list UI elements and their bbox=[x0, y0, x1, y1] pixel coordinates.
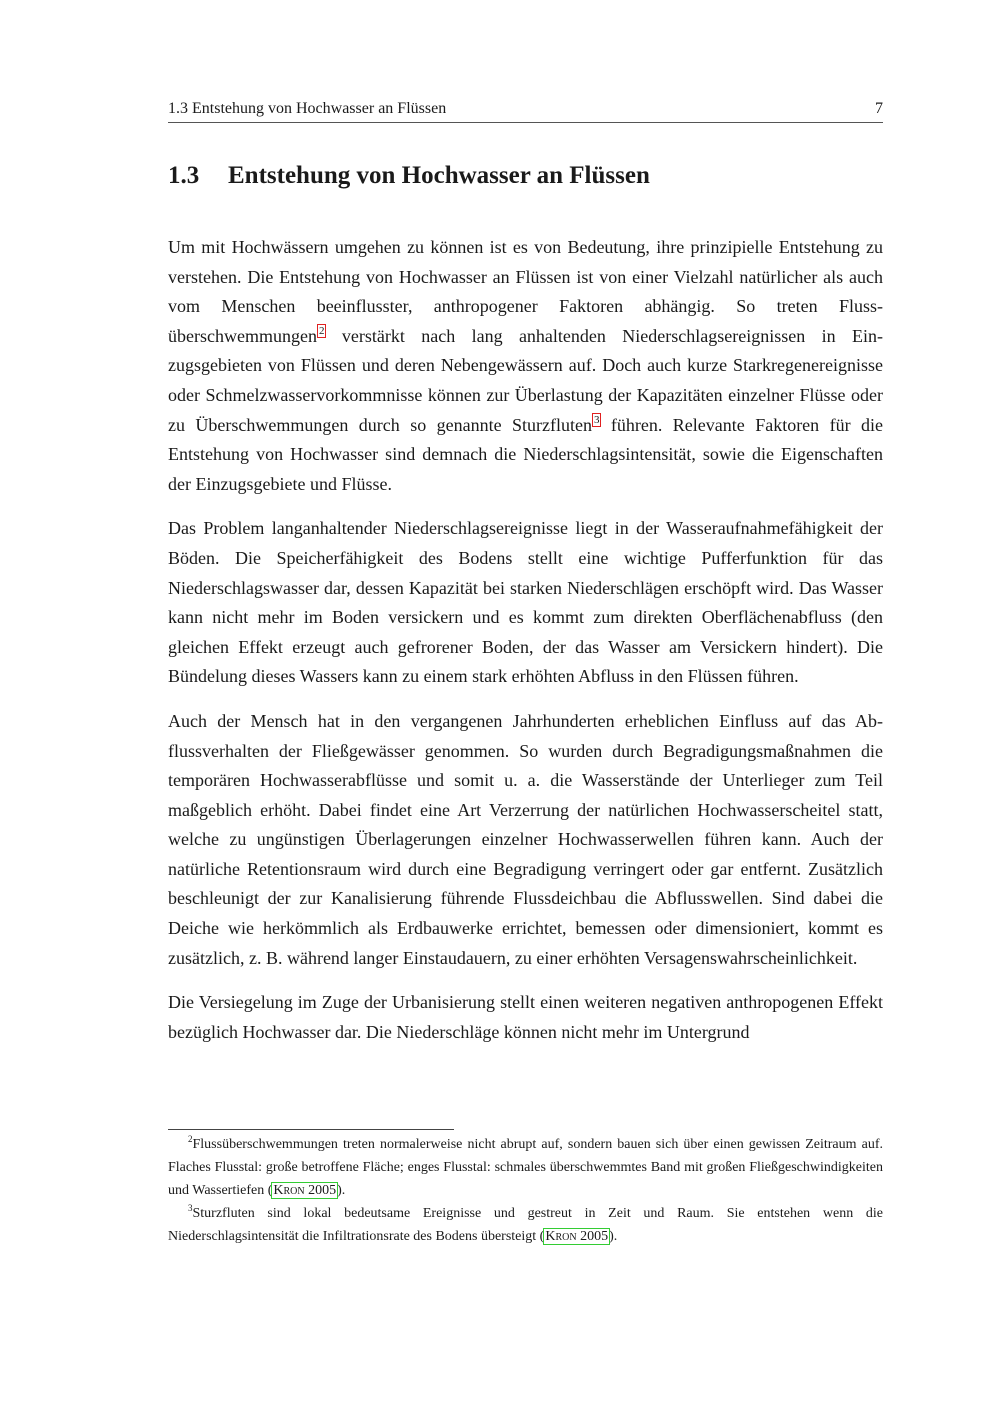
footnote-divider bbox=[168, 1129, 454, 1130]
paragraph-3: Auch der Mensch hat in den vergangenen Jahrhunderten erheblichen Einfluss auf das Abflussverhalten der Fließgewässer genommen. So wurden durch Begradigungsmaßnahmen die temporären Hochwasserabflüsse und somit u. a. die Wasserstände der Unterlieger zum Teil maßgeblich erhöht. Dabei findet eine Art Verzerrung der natürlichen Hochwasserscheitel statt, welche zu ungünstigen Überlagerungen einzelner Hochwasserwellen führen kann. Auch der natürliche Retentionsraum wird durch eine Begradigung verringert oder gar entfernt. Zusätzlich beschleunigt der zur Kanalisierung führende Flussdeichbau die Abflusswellen. Sind dabei die Deiche wie herkömmlich als Erdbauwerke errichtet, bemessen oder dimensioniert, kommt es zusätzlich, z. B. während langer Einstaudauern, zu einer erhöhten Versagenswahrscheinlichkeit. bbox=[168, 710, 883, 968]
footnote-2 bbox=[168, 1133, 883, 1202]
paragraph-4: Die Versiegelung im Zuge der Urbanisierung stellt einen weiteren negativen anthropogenen Effekt bezüglich Hochwasser dar. Die Niederschläge können nicht mehr im Untergrund bbox=[168, 992, 883, 1042]
footnote-3 bbox=[168, 1202, 883, 1248]
paragraph-1-part-a: Um mit Hochwässern umgehen zu können ist es von Bedeutung, ihre prinzipielle Entstehung zu verstehen. Die Entstehung von Hochwasser an Flüssen ist von einer Vielzahl natürlicher als auch vom Menschen beeinflusster, anthropogener Faktoren abhängig. So treten Flussüberschwemmungen bbox=[168, 237, 883, 346]
paragraph-1-part-c: führen. Relevante Faktoren für die Entstehung von Hochwasser sind demnach die Niederschlagsintensität, sowie die Eigenschaften der Einzugsgebiete und Flüsse. bbox=[168, 414, 883, 494]
footnotes bbox=[168, 1133, 883, 1248]
section-heading bbox=[168, 162, 650, 190]
citation-link[interactable] bbox=[272, 1183, 337, 1198]
paragraph-2: Das Problem langanhaltender Niederschlagsereignisse liegt in der Wasseraufnahmefähigkeit der Böden. Die Speicherfähigkeit des Bodens stellt eine wichtige Pufferfunktion für das Niederschlagswasser dar, dessen Kapazität bei starken Niederschlägen erschöpft wird. Das Wasser kann nicht mehr im Boden versickern und es kommt zum direkten Oberflächenabfluss (den gleichen Effekt erzeugt auch gefrorener Boden, der das Wasser am Versickern hindert). Die Bündelung dieses Wassers kann zu einem stark erhöhten Abfluss in den Flüssen führen. bbox=[168, 518, 883, 687]
footnote-2-end: ). bbox=[337, 1183, 346, 1198]
paragraph-1-part-b: verstärkt nach lang anhaltenden Niederschlagsereignissen in Einzugsgebieten von Flüssen und deren Nebengewässern auf. Doch auch kurze Starkregenereignisse oder Schmelzwasservorkommnisse können zur Überlastung der Kapazitäten einzelner Flüsse oder zu Überschwemmungen durch so genannte Sturzfluten bbox=[168, 325, 883, 435]
citation-link[interactable] bbox=[544, 1229, 609, 1244]
section-title: Entstehung von Hochwasser an Flüssen bbox=[228, 162, 650, 189]
footnote-3-mark: 3 bbox=[188, 1203, 193, 1213]
footnote-2-mark: 2 bbox=[188, 1134, 193, 1144]
running-header bbox=[168, 98, 883, 123]
footnote-2-text: Flussüberschwemmungen treten normalerweise nicht abrupt auf, sondern bauen sich über einen gewissen Zeitraum auf. Flaches Flusstal: große betroffene Fläche; enges Flusstal: schmales überschwemmtes Band mit großen Fließgeschwindigkeiten und Wassertiefen ( bbox=[168, 1137, 883, 1198]
header-section-title: 1.3 Entstehung von Hochwasser an Flüssen bbox=[168, 100, 447, 117]
citation-year: 2005 bbox=[308, 1183, 337, 1198]
body-text bbox=[168, 233, 883, 1062]
footnote-ref-3[interactable]: 3 bbox=[593, 413, 600, 426]
citation-author: Kron bbox=[545, 1229, 577, 1244]
paragraph-1 bbox=[168, 233, 883, 499]
footnote-3-text: Sturzfluten sind lokal bedeutsame Ereignisse und gestreut in Zeit und Raum. Sie entstehen wenn die Niederschlagsintensität die Infiltrationsrate des Bodens übersteigt ( bbox=[168, 1206, 883, 1244]
header-page-number: 7 bbox=[875, 100, 883, 117]
footnote-ref-2[interactable]: 2 bbox=[318, 324, 325, 337]
citation-author: Kron bbox=[273, 1183, 305, 1198]
footnote-3-end: ). bbox=[609, 1229, 618, 1244]
citation-year: 2005 bbox=[580, 1229, 609, 1244]
section-number: 1.3 bbox=[168, 162, 200, 189]
